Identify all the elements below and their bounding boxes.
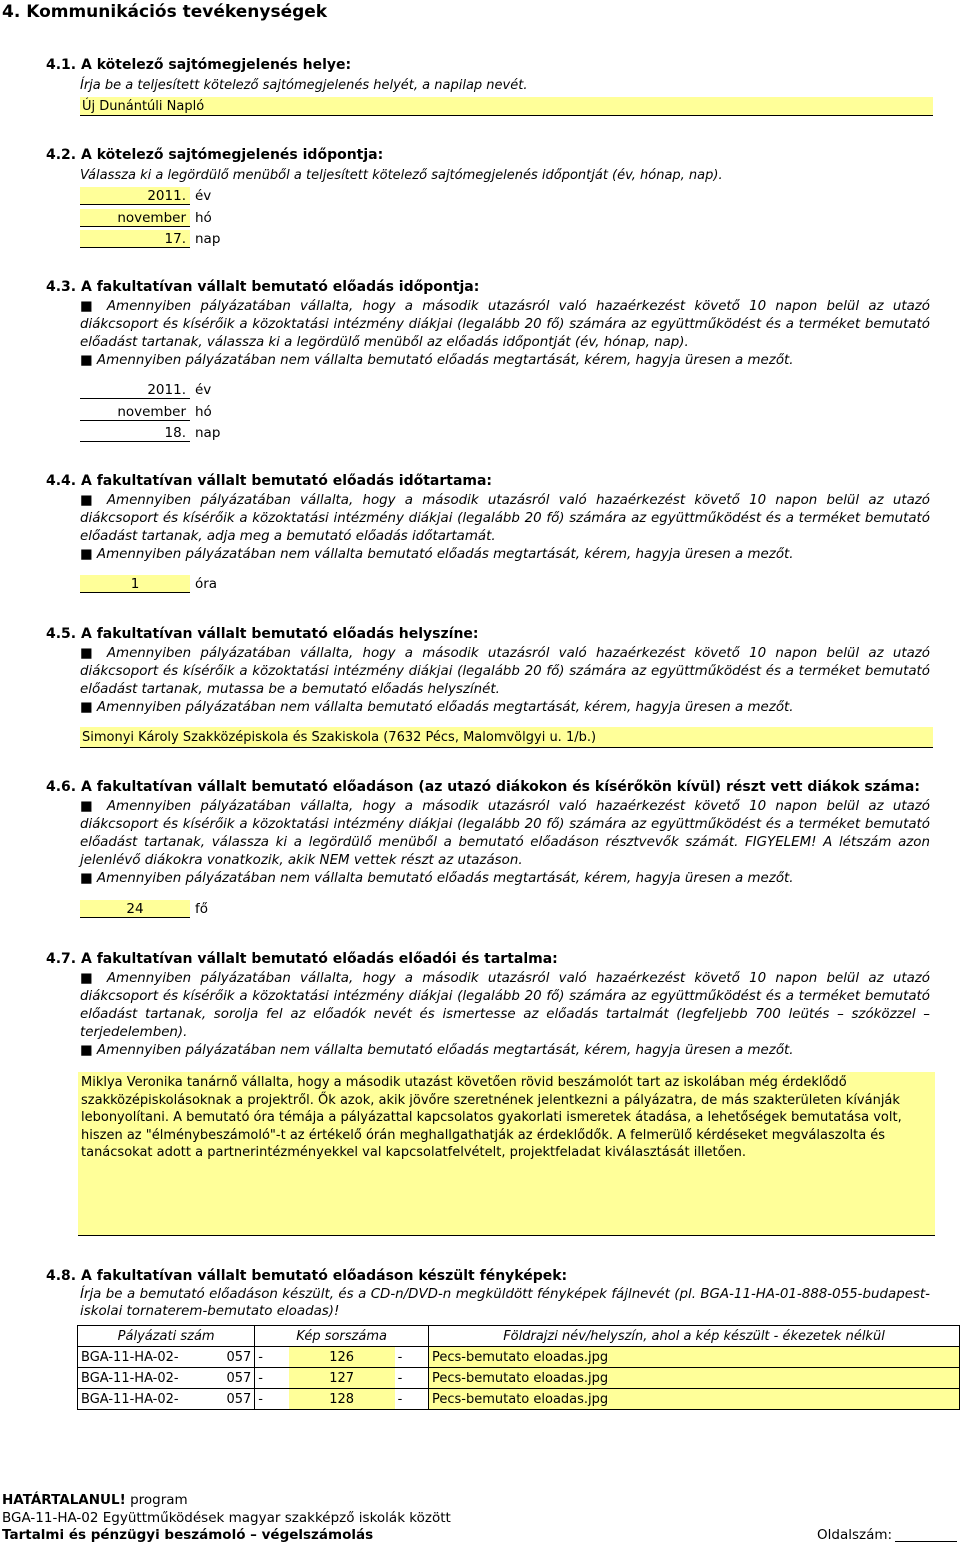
row-location[interactable]: Pecs-bemutato eloadas.jpg xyxy=(429,1347,960,1368)
row-separator: - xyxy=(255,1347,289,1368)
year-label: év xyxy=(195,382,212,398)
row-code: BGA-11-HA-02- xyxy=(78,1368,214,1389)
section-4-8-instruction: Írja be a bemutató előadáson készült, és a CD-n/DVD-n megküldött fényképek fájlnevét (pl. BGA-11-HA-01-888-055-budapest-iskolai tornaterem-bemutato eloadas)! xyxy=(80,1287,930,1319)
duration-field[interactable]: 1 xyxy=(80,575,190,593)
presentation-month-select[interactable]: november xyxy=(80,403,190,421)
row-separator: - xyxy=(255,1389,289,1410)
footer-project: BGA-11-HA-02 Együttműködések magyar szakképző iskolák között xyxy=(2,1510,451,1526)
row-separator: - xyxy=(255,1368,289,1389)
bullet-icon: ■ xyxy=(80,299,98,314)
press-location-field[interactable]: Új Dunántúli Napló xyxy=(80,97,933,116)
footer-program xyxy=(2,1492,188,1508)
footer-report-title: Tartalmi és pénzügyi beszámoló – végelszámolás xyxy=(2,1527,374,1543)
header-location: Földrajzi név/helyszín, ahol a kép készült - ékezetek nélkül xyxy=(429,1326,960,1347)
press-year-select[interactable]: 2011. xyxy=(80,187,190,205)
page-number-field[interactable] xyxy=(895,1541,957,1542)
section-4-4-note: Amennyiben pályázatában nem vállalta bemutató előadás megtartását, kérem, hagyja üresen a mezőt. xyxy=(96,547,794,562)
table-row xyxy=(78,1347,960,1368)
section-4-3-description xyxy=(80,298,930,370)
bullet-icon: ■ xyxy=(80,799,98,814)
row-number: 057 xyxy=(214,1389,255,1410)
section-4-5-note: Amennyiben pályázatában nem vállalta bemutató előadás megtartását, kérem, hagyja üresen a mezőt. xyxy=(96,700,794,715)
section-4-4-title: 4.4. A fakultatívan vállalt bemutató előadás időtartama: xyxy=(46,473,493,489)
row-code: BGA-11-HA-02- xyxy=(78,1389,214,1410)
section-4-2-title: 4.2. A kötelező sajtómegjelenés időpontja: xyxy=(46,147,384,163)
attendee-count-select[interactable]: 24 xyxy=(80,900,190,918)
footer-program-suffix: program xyxy=(125,1492,188,1508)
section-4-3-note: Amennyiben pályázatában nem vállalta bemutató előadás megtartását, kérem, hagyja üresen a mezőt. xyxy=(96,353,794,368)
table-header-row xyxy=(78,1326,960,1347)
bullet-icon: ■ xyxy=(80,871,93,886)
header-application-number: Pályázati szám xyxy=(78,1326,255,1347)
row-separator: - xyxy=(395,1347,429,1368)
section-4-7-note: Amennyiben pályázatában nem vállalta bemutató előadás megtartását, kérem, hagyja üresen a mezőt. xyxy=(96,1043,794,1058)
row-image-number[interactable]: 128 xyxy=(289,1389,395,1410)
presentation-year-select[interactable]: 2011. xyxy=(80,381,190,399)
section-4-1-title: 4.1. A kötelező sajtómegjelenés helye: xyxy=(46,57,352,73)
table-row xyxy=(78,1368,960,1389)
day-label: nap xyxy=(195,425,221,441)
row-separator: - xyxy=(395,1368,429,1389)
photos-table xyxy=(77,1325,960,1410)
row-image-number[interactable]: 126 xyxy=(289,1347,395,1368)
section-4-7-description xyxy=(80,970,930,1060)
year-label: év xyxy=(195,188,212,204)
month-label: hó xyxy=(195,210,212,226)
table-row xyxy=(78,1389,960,1410)
bullet-icon: ■ xyxy=(80,547,93,562)
footer-program-name: HATÁRTALANUL! xyxy=(2,1492,126,1508)
row-code: BGA-11-HA-02- xyxy=(78,1347,214,1368)
section-4-3-text: Amennyiben pályázatában vállalta, hogy a második utazásról való hazaérkezést követő 10 napon belül az utazó diákcsoport és kísérőik a közoktatási intézmény diákjai (legalább 20 fő) számára az együttműködést és a terméket bemutató előadást tartanak, válassza ki a legördülő menüből az előadás időpontját (év, hónap, nap). xyxy=(80,299,930,350)
day-label: nap xyxy=(195,231,221,247)
section-4-8-title: 4.8. A fakultatívan vállalt bemutató előadáson készült fényképek: xyxy=(46,1268,568,1284)
bullet-icon: ■ xyxy=(80,353,93,368)
press-month-select[interactable]: november xyxy=(80,209,190,227)
section-4-5-description xyxy=(80,645,930,717)
row-separator: - xyxy=(395,1389,429,1410)
section-4-4-text: Amennyiben pályázatában vállalta, hogy a második utazásról való hazaérkezést követő 10 napon belül az utazó diákcsoport és kísérőik a közoktatási intézmény diákjai (legalább 20 fő) számára az együttműködést és a terméket bemutató előadást tartanak, adja meg a bemutató előadás időtartamát. xyxy=(80,493,930,544)
duration-unit: óra xyxy=(195,576,218,592)
section-4-7-title: 4.7. A fakultatívan vállalt bemutató előadás előadói és tartalma: xyxy=(46,951,558,967)
section-4-6-description xyxy=(80,798,930,888)
bullet-icon: ■ xyxy=(80,646,98,661)
month-label: hó xyxy=(195,404,212,420)
page-heading: 4. Kommunikációs tevékenységek xyxy=(2,2,328,22)
page-number-label: Oldalszám: xyxy=(817,1527,893,1543)
press-day-select[interactable]: 17. xyxy=(80,230,190,248)
section-4-5-title: 4.5. A fakultatívan vállalt bemutató előadás helyszíne: xyxy=(46,626,479,642)
bullet-icon: ■ xyxy=(80,971,98,986)
row-number: 057 xyxy=(214,1347,255,1368)
section-4-6-title: 4.6. A fakultatívan vállalt bemutató előadáson (az utazó diákokon és kísérőkön kívül) részt vett diákok száma: xyxy=(46,779,920,795)
section-4-2-instruction: Válassza ki a legördülő menüből a teljesített kötelező sajtómegjelenés időpontját (év, hónap, nap). xyxy=(80,168,723,183)
section-4-7-text: Amennyiben pályázatában vállalta, hogy a második utazásról való hazaérkezést követő 10 napon belül az utazó diákcsoport és kísérőik a közoktatási intézmény diákjai (legalább 20 fő) számára az együttműködést és a terméket bemutató előadást tartanak, sorolja fel az előadók nevét és ismertesse az előadás tartalmát (legfeljebb 700 leütés – szóközzel – terjedelemben). xyxy=(80,971,930,1040)
row-location[interactable]: Pecs-bemutato eloadas.jpg xyxy=(429,1389,960,1410)
bullet-icon: ■ xyxy=(80,1043,93,1058)
bullet-icon: ■ xyxy=(80,493,98,508)
venue-field[interactable]: Simonyi Károly Szakközépiskola és Szakiskola (7632 Pécs, Malomvölgyi u. 1/b.) xyxy=(80,727,933,748)
row-number: 057 xyxy=(214,1368,255,1389)
section-4-4-description xyxy=(80,492,930,564)
section-4-6-note: Amennyiben pályázatában nem vállalta bemutató előadás megtartását, kérem, hagyja üresen a mezőt. xyxy=(96,871,794,886)
presentation-day-select[interactable]: 18. xyxy=(80,424,190,442)
row-image-number[interactable]: 127 xyxy=(289,1368,395,1389)
bullet-icon: ■ xyxy=(80,700,93,715)
presenters-content-textarea[interactable]: Miklya Veronika tanárnő vállalta, hogy a második utazást követően rövid beszámolót tart az iskolában még érdeklődő szakközépiskolásoknak a projektről. Ők azok, akik jövőre szeretnének jelentkezni a pályázatra, de más szakterületen kívánják lebonyolítani. A bemutató óra témája a pályázattal kapcsolatos gyakorlati ismeretek átadása, a lehetőségek bemutatása volt, hiszen az "élménybeszámoló"-t az értékelő órán meghallgathatják az érdeklődők. A felmerülő kérdéseket megválaszolta és tanácsokat adott a partnerintézményekkel val kapcsolatfelvételt, projektfeladat kiválasztását illetően. xyxy=(78,1072,935,1236)
section-4-6-text: Amennyiben pályázatában vállalta, hogy a második utazásról való hazaérkezést követő 10 napon belül az utazó diákcsoport és kísérőik a közoktatási intézmény diákjai (legalább 20 fő) számára az együttműködést és a terméket bemutató előadást tartanak, válassza ki a legördülő menüből a bemutató előadáson résztvevők számát. FIGYELEM! A létszám azon jelenlévő diákokra vonatkozik, akik NEM vettek részt az utazáson. xyxy=(80,799,930,868)
header-image-number: Kép sorszáma xyxy=(255,1326,429,1347)
section-4-5-text: Amennyiben pályázatában vállalta, hogy a második utazásról való hazaérkezést követő 10 napon belül az utazó diákcsoport és kísérőik a közoktatási intézmény diákjai (legalább 20 fő) számára az együttműködést és a terméket bemutató előadást tartanak, mutassa be a bemutató előadás helyszínét. xyxy=(80,646,930,697)
section-4-1-instruction: Írja be a teljesített kötelező sajtómegjelenés helyét, a napilap nevét. xyxy=(80,78,528,93)
row-location[interactable]: Pecs-bemutato eloadas.jpg xyxy=(429,1368,960,1389)
section-4-3-title: 4.3. A fakultatívan vállalt bemutató előadás időpontja: xyxy=(46,279,480,295)
attendee-unit: fő xyxy=(195,901,209,917)
